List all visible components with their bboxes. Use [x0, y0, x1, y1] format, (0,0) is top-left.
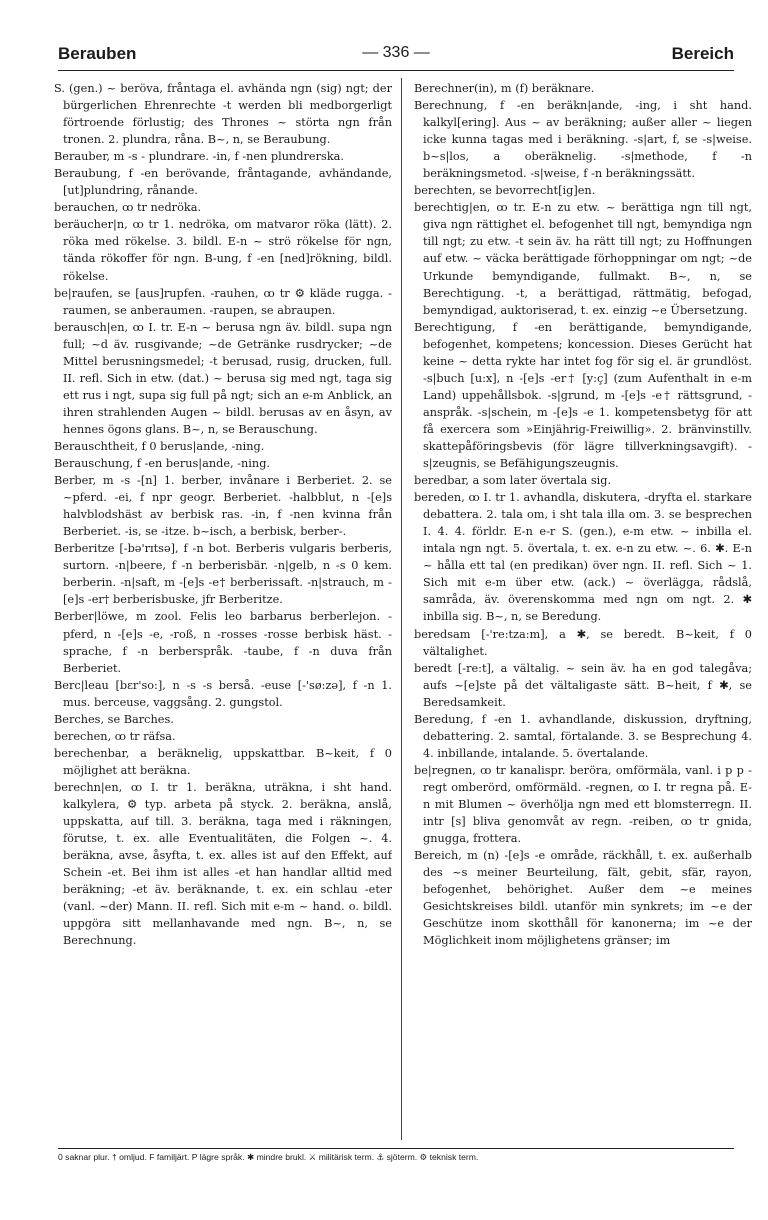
dictionary-entry: berechtig|en, ꝏ tr. E-n zu etw. ~ berättiga ngn till ngt, giva ngn rättighet el. befogenhet till ngt, bemyndiga ngn till ngt; zu etw. -t sein äv. ha rätt till ngt; zu Hoffnungen auf etw. ~ väcka berättigade förhoppningar om ngt; ~de Urkunde bemyndigande, fullmakt. B~, n, se Berechtigung. -t, a berättigad, rättmätig, befogad, bemyndigad, auktoriserad, t. ex. einzig ~e Übersetzung.	[414, 201, 752, 317]
dictionary-entry: Beraubung, f -en berövande, fråntagande, avhändande, [ut]plundring, rånande.	[54, 167, 392, 198]
dictionary-entry: Berberitze [-bə'rɪtsə], f -n bot. Berberis vulgaris berberis, surtorn. -n|beere, f -n berberisbär. -n|gelb, n -s 0 kem. berberin. -n|saft, m -[e]s -e† berberissaft. -n|strauch, m -[e]s -er† berberisbuske, jfr Berberitze.	[54, 542, 392, 607]
dictionary-entry: Berechtigung, f -en berättigande, bemyndigande, befogenhet, kompetens; koncession. Dieses Gerücht hat keine ~ detta rykte har intet fog för sig el. är grundlöst. -s|buch [u:x], n -[e]s -er† [y:ç] (zum Aufenthalt in e-m Land) uppehållsbok. -s|grund, m -[e]s -e† rättsgrund, -anspråk. -s|schein, m -[e]s -e 1. kompetensbetyg för att få exercera som »Einjährig-Freiwillig». 2. bränvinstillv. skattepåföringsbevis (för lägre tillverkningsavgift). -s|zeugnis, se Befähigungszeugnis.	[414, 320, 752, 471]
dictionary-entry: be|regnen, ꝏ tr kanalispr. beröra, omförmäla, vanl. i p p -regt omberörd, omförmäld. -regnen, ꝏ I. tr regna på. E-n mit Blumen ~ överhölja ngn med ett blomsterregn. II. intr [s] bliva genomvåt av regn. -reiben, ꝏ tr gnida, gnugga, frottera.	[414, 763, 752, 846]
dictionary-entry: Berechnung, f -en beräkn|ande, -ing, i sht hand. kalkyl[ering]. Aus ~ av beräkning; außer aller ~ liegen icke kunna tagas med i beräkning. -s|art, f, se -s|weise. b~s|los, a oberäknelig. -s|methode, f -n beräkningsmetod. -s|weise, f -n beräkningssätt.	[414, 99, 752, 181]
dictionary-entry: berechten, se bevorrecht[ig]en.	[414, 184, 596, 198]
dictionary-entry: beräucher|n, ꝏ tr 1. nedröka, om matvaror röka (lätt). 2. röka med rökelse. 3. bildl. E-n ~ strö rökelse för ngn, tända rökoffer för ngn. B-ung, f -en [ned]rökning, bildl. rökelse.	[54, 218, 392, 283]
dictionary-entry: Berauber, m -s - plundrare. -in, f -nen plundrerska.	[54, 150, 344, 164]
dictionary-entry: berechenbar, a beräknelig, uppskattbar. B~keit, f 0 möjlighet att beräkna.	[54, 746, 392, 777]
dictionary-entry: Berc|leau [bɛr'so:], n -s -s berså. -euse [-'sø:zə], f -n 1. mus. berceuse, vaggsång. 2. gungstol.	[54, 678, 392, 709]
column-divider	[401, 78, 402, 1140]
dictionary-entry: beredt [-re:t], a vältalig. ~ sein äv. ha en god talegåva; aufs ~[e]ste på det vältaligaste sätt. B~heit, f ✱, se Beredsamkeit.	[414, 661, 752, 709]
dictionary-entry: berauchen, ꝏ tr nedröka.	[54, 201, 202, 215]
dictionary-entry: Berechner(in), m (f) beräknare.	[414, 82, 595, 95]
dictionary-entry: bereden, ꝏ I. tr 1. avhandla, diskutera, -dryfta el. starkare debattera. 2. tala om, i sht tala illa om. 3. se besprechen I. 4. 4. förldr. E-n e-r S. (gen.), e-m etw. ~ inbilla el. intala ngn ngt. 5. övertala, t. ex. e-n zu etw. ~. 6. ✱. E-n ~ hålla ett tal (en predikan) över ngn. II. refl. Sich ~ 1. Sich mit e-m über etw. (ack.) ~ överlägga, rådslå, samråda, äv. överenskomma med ngn om ngt. 2. ✱ inbilla sig. B~, n, se Beredung.	[414, 491, 752, 624]
dictionary-entry: Berber, m -s -[n] 1. berber, invånare i Berberiet. 2. se ~pferd. -ei, f npr geogr. Berberiet. -halbblut, n -[e]s halvblodshäst av berbisk ras. -in, f -nen kvinna från Berberiet. -is, se -itze. b~isch, a berbisk, berber-.	[54, 474, 392, 539]
right-column	[414, 80, 752, 1140]
header-left-word: Berauben	[58, 44, 137, 63]
dictionary-entry: Berches, se Barches.	[54, 712, 174, 726]
footer-rule	[58, 1148, 734, 1149]
dictionary-entry: Bereich, m (n) -[e]s -e område, räckhåll, t. ex. außerhalb des ~s meiner Beurteilung, fält, gebit, sfär, rayon, befogenhet, behörighet. Außer dem ~e meines Gesichtskreises bildl. utanför min synkrets; im ~e der Geschütze inom skotthåll för kanonerna; im ~e der Möglichkeit inom möjlighetens gränser; im	[414, 849, 752, 948]
dictionary-entry: Berauschung, f -en berus|ande, -ning.	[54, 457, 271, 471]
dictionary-entry: berechn|en, ꝏ I. tr 1. beräkna, uträkna, i sht hand. kalkylera, ⚙ typ. arbeta på styck. 2. beräkna, anslå, uppskatta, auf till. 3. beräkna, taga med i räkningen, förutse, t. ex. alle Eventualitäten, die Folgen ~. 4. beräkna, avse, åsyfta, t. ex. alles ist auf den Effekt, auf Schein -et. Bei ihm ist alles -et han handlar alltid med beräkning; -et äv. beräknande, t. ex. ein schlau -eter (vanl. ~der) Mann. II. refl. Sich mit e-m ~ hand. o. bildl. uppgöra sitt mellanhavande med ngn. B~, n, se Berechnung.	[54, 780, 392, 948]
dictionary-entry: berechen, ꝏ tr räfsa.	[54, 729, 176, 743]
page-number: — 336 —	[362, 44, 430, 61]
dictionary-entry: Berber|löwe, m zool. Felis leo barbarus berberlejon. -pferd, n -[e]s -e, -roß, n -rosses -rosse berbisk häst. -sprache, f -n berberspråk. -taube, f -n duva från Berberiet.	[54, 610, 392, 675]
page-header	[58, 40, 734, 71]
dictionary-entry: be|raufen, se [aus]rupfen. -rauhen, ꝏ tr ⚙ kläde rugga. -raumen, se anberaumen. -raupen, se abraupen.	[54, 286, 392, 317]
header-right-word: Bereich	[671, 44, 734, 63]
left-column	[54, 80, 392, 1140]
dictionary-entry: berausch|en, ꝏ I. tr. E-n ~ berusa ngn äv. bildl. supa ngn full; ~d äv. rusgivande; ~de Getränke rusdrycker; ~de Mittel berusningsmedel; -t berusad, rusig, drucken, full. II. refl. Sich in etw. (dat.) ~ berusa sig med ngt, taga sig ett rus i ngt, supa sig full på ngt; sich an e-m Anblick, an ihren strahlenden Augen ~ bildl. berusas av en åsyn, av hennes ögons glans. B~, n, se Berauschung.	[54, 320, 392, 436]
dictionary-entry: beredbar, a som later övertala sig.	[414, 474, 612, 488]
dictionary-entry: Beredung, f -en 1. avhandlande, diskussion, dryftning, debattering. 2. samtal, förtalande. 3. se Besprechung 4. 4. inbillande, intalande. 5. övertalande.	[414, 712, 752, 760]
abbreviation-legend: 0 saknar plur. † omljud. F familjärt. P lägre språk. ✱ mindre brukl. ⚔ militärisk term. ⚓ sjöterm. ⚙ teknisk term.	[58, 1152, 479, 1162]
dictionary-entry: Berauschtheit, f 0 berus|ande, -ning.	[54, 439, 265, 453]
dictionary-entry: beredsam [-'re:tza:m], a ✱, se beredt. B~keit, f 0 vältalighet.	[414, 627, 752, 658]
dictionary-entry: S. (gen.) ~ beröva, fråntaga el. avhända ngn (sig) ngt; der bürgerlichen Ehrenrechte -t werden bli medborgerligt förtroende förlustig; des Thrones ~ störta ngn från tronen. 2. plundra, råna. B~, n, se Beraubung.	[54, 82, 392, 147]
